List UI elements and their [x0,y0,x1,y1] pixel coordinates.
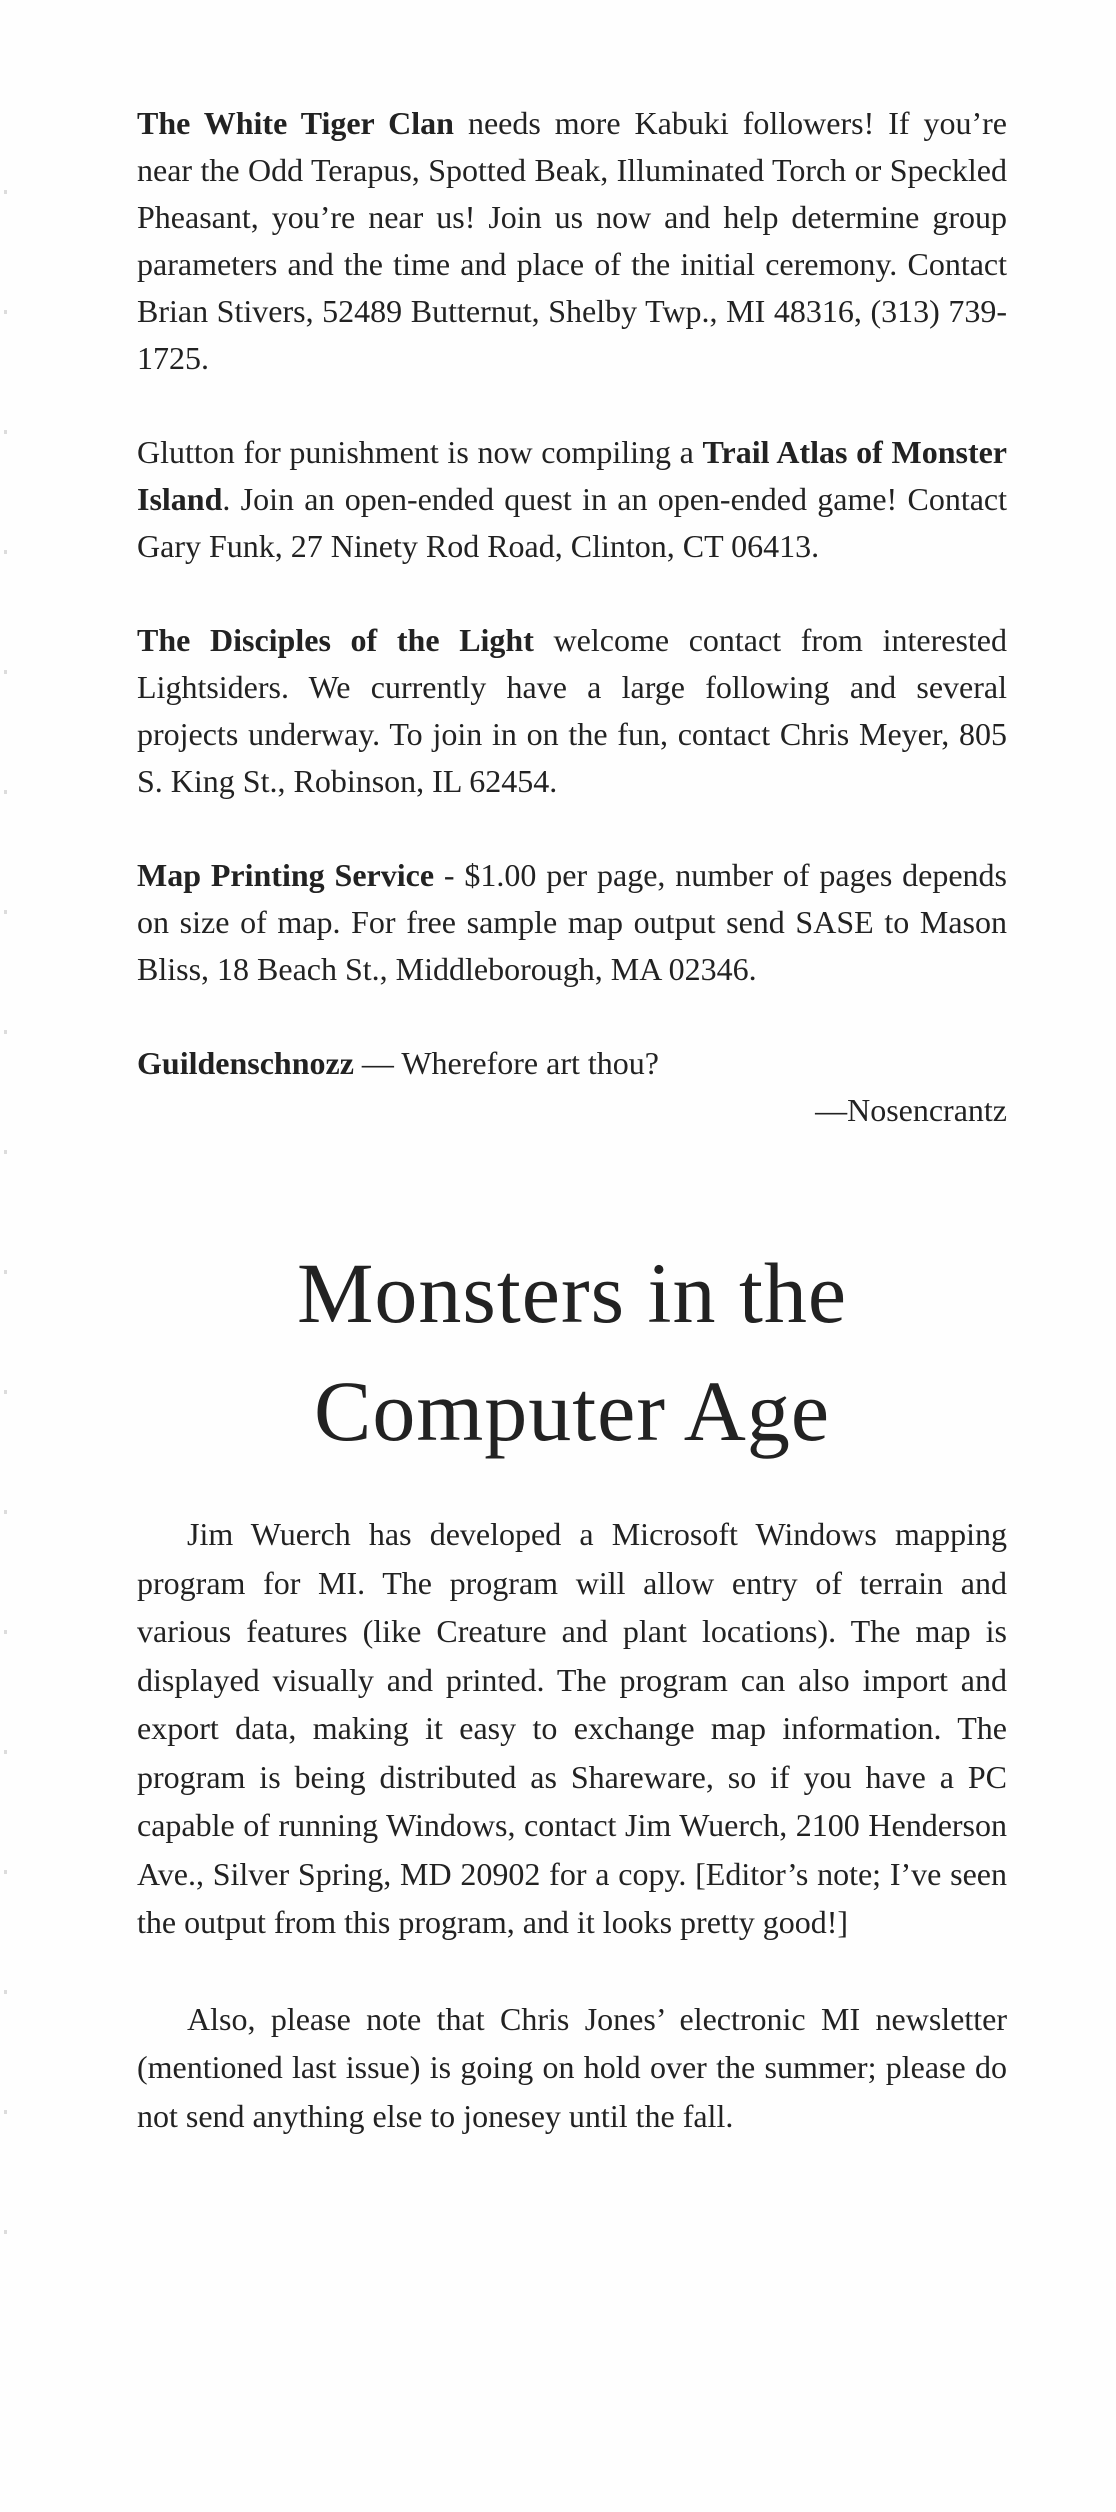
ad-lead: Trail Atlas of Monster Island [137,434,1008,517]
ad-lead: The Disciples of the Light [137,622,534,658]
article-body [137,1510,1007,2140]
ad-signoff: —Nosencrantz [815,1092,1007,1128]
ad-pre: Glutton for punishment is now compiling a [137,434,703,470]
content-column [137,100,1007,2188]
ad-text: welcome contact from interested Lightsiders. We currently have a large following and several projects underway. To join in on the fun, contact Chris Meyer, 805 S. King St., Robinson, IL 62454. [137,622,1007,799]
article-paragraph: Also, please note that Chris Jones’ electronic MI newsletter (mentioned last issue) is going on hold over the summer; please do not send anything else to jonesey until the fall. [137,2000,1007,2134]
article-title-line-2: Computer Age [314,1363,830,1459]
ad-disciples-of-the-light [137,617,1007,805]
ad-text: — Wherefore art thou? [353,1045,659,1081]
ad-map-printing-service [137,852,1007,993]
ad-lead: Guildenschnozz [137,1045,354,1081]
ad-text: needs more Kabuki followers! If you’re near the Odd Terapus, Spotted Beak, Illuminated Torch or Speckled Pheasant, you’re near us! Join us now and help determine group parameters and the time and place of the initial ceremony. Contact Brian Stivers, 52489 Butternut, Shelby Twp., MI 48316, (313) 739-1725. [137,105,1008,376]
article-paragraph: Jim Wuerch has developed a Microsoft Windows mapping program for MI. The program will allow entry of terrain and various features (like Creature and plant locations). The map is displayed visually and printed. The program can also import and export data, making it easy to exchange map information. The program is being distributed as Shareware, so if you have a PC capable of running Windows, contact Jim Wuerch, 2100 Henderson Ave., Silver Spring, MD 20902 for a copy. [Editor’s note; I’ve seen the output from this program, and it looks pretty good!] [137,1516,1007,1940]
ad-trail-atlas [137,429,1007,570]
article-title [137,1234,1007,1470]
ad-lead: Map Printing Service [137,857,435,893]
article-title-line-1: Monsters in the [296,1245,848,1341]
ad-text: - $1.00 per page, number of pages depends on size of map. For free sample map output send SASE to Mason Bliss, 18 Beach St., Middleborough, MA 02346. [137,857,1007,987]
page-edge-marks [4,150,7,2250]
ad-text: . Join an open-ended quest in an open-ended game! Contact Gary Funk, 27 Ninety Rod Road, Clinton, CT 06413. [137,481,1007,564]
ad-white-tiger-clan [137,100,1007,382]
ad-guildenschnozz [137,1040,1007,1087]
ad-lead: The White Tiger Clan [137,105,454,141]
